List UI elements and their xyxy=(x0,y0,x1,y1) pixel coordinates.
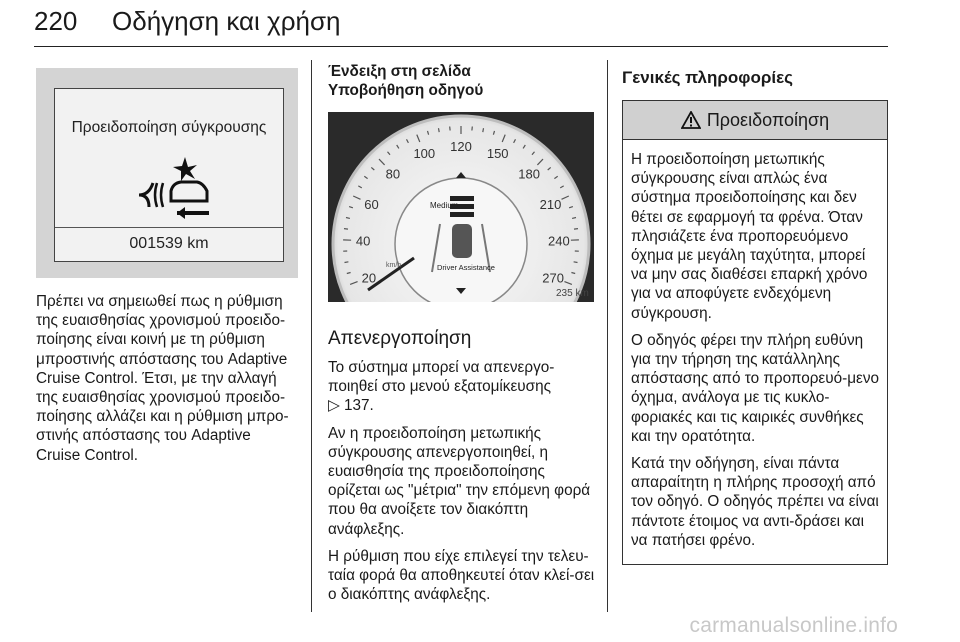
warning-box xyxy=(622,100,888,565)
speed-label: 180 xyxy=(518,166,540,182)
odometer-reading: 001539 km xyxy=(129,235,209,252)
forward-collision-alert-icon xyxy=(135,153,215,223)
speed-label: 100 xyxy=(413,146,436,162)
warning-header xyxy=(623,101,887,140)
speed-label: 20 xyxy=(361,270,377,286)
gauge-tick xyxy=(574,262,578,263)
unit-label: km/h xyxy=(386,262,402,269)
display-screen xyxy=(54,88,284,262)
column-1 xyxy=(36,68,298,465)
gauge-odometer: 235 km xyxy=(556,288,589,299)
deactivation-paragraph xyxy=(328,358,596,416)
page-indication-label: Ένδειξη στη σελίδα xyxy=(328,63,471,80)
speed-label: 120 xyxy=(450,139,472,154)
vehicle-icon xyxy=(452,224,472,258)
page-number: 220 xyxy=(34,6,78,36)
deactivation-heading: Απενεργοποίηση xyxy=(328,328,472,349)
column-divider-1 xyxy=(311,60,312,612)
driver-assist-label: Υποβοήθηση οδηγού xyxy=(328,82,484,99)
warning-paragraph-1: Η προειδοποίηση μετωπικής σύγκρουσης είναι απλώς ένα σύστημα προειδοποίησης και δεν θέτει σε εφαρμογή τα φρένα. Όταν πλησιάζετε ένα προπορευόμενο όχημα με μεγάλη ταχύτητα, μπορεί να μην σας διαθέσει επαρκή χρόνο για να αποφύγετε ενδεχόμενη σύγκρουση. xyxy=(631,151,868,322)
speedometer-figure xyxy=(328,112,594,302)
mode-label: Driver Assistance xyxy=(437,263,495,272)
warning-paragraph-3: Κατά την οδήγηση, είναι πάντα απαραίτητη η πλήρης προσοχή από τον οδηγό. Ο οδηγός πρέπει να είναι πάντοτε έτοιμος να αντι-δράσει και να πατήσει φρένο. xyxy=(631,455,879,549)
warning-title: Προειδοποίηση xyxy=(706,109,830,130)
gauge-tick xyxy=(345,262,349,263)
speedometer-gauge xyxy=(328,112,594,302)
header-rule xyxy=(34,46,888,47)
speed-label: 210 xyxy=(539,197,562,213)
page-ref-arrow-icon: ▷ xyxy=(328,397,340,415)
warning-triangle-icon xyxy=(681,111,701,129)
column-3 xyxy=(622,62,888,565)
figure-caption: Προειδοποίηση σύγκρουσης xyxy=(71,119,267,136)
speed-label: 150 xyxy=(486,146,509,162)
setting-saved-paragraph: Η ρύθμιση που είχε επιλεγεί την τελευ-ταία φορά θα αποθηκευτεί όταν κλεί-σει ο διακόπτης ανάφλεξης. xyxy=(328,547,595,604)
display-divider xyxy=(55,227,283,228)
gauge-tick xyxy=(439,128,440,132)
column-2 xyxy=(328,62,596,612)
warning-body xyxy=(623,140,887,564)
general-info-heading: Γενικές πληροφορίες xyxy=(622,68,793,87)
sensitivity-reset-paragraph: Αν η προειδοποίηση μετωπικής σύγκρουσης απενεργοποιηθεί, η ευαισθησία της προειδοποίησης ορίζεται ως "μέτρια" την επόμενη φορά που θα ανοίξετε τον διακόπτη ανάφλεξης. xyxy=(328,424,591,538)
speed-label: 270 xyxy=(542,270,564,286)
speed-label: 40 xyxy=(355,233,371,249)
page-ref: 137. xyxy=(344,397,374,415)
speed-label: 80 xyxy=(385,166,401,182)
setting-label: Medium xyxy=(430,201,459,210)
acc-sensitivity-note: Πρέπει να σημειωθεί πως η ρύθμιση της ευαισθησίας χρονισμού προειδο-ποίησης είναι κοινή με τη ρύθμιση μπροστινής απόστασης του Adaptive Cruise Control. Έτσι, με την αλλαγή της ευαισθησίας χρονισμού προειδο-ποίησης αλλάζει και η ρύθμιση μπρο-στινής απόστασης του Adaptive Cruise Control. xyxy=(36,293,289,464)
gauge-tick xyxy=(574,229,578,230)
speed-label: 240 xyxy=(548,233,570,249)
deactivation-text: Το σύστημα μπορεί να απενεργο-ποιηθεί στο μενού εξατομίκευσης xyxy=(328,359,555,396)
speed-label: 60 xyxy=(364,197,379,213)
column-divider-2 xyxy=(607,60,608,612)
collision-warning-figure xyxy=(36,68,298,278)
watermark: carmanualsonline.info xyxy=(689,614,898,637)
page-title: Οδήγηση και χρήση xyxy=(112,6,341,36)
gauge-tick xyxy=(483,128,484,132)
warning-paragraph-2: Ο οδηγός φέρει την πλήρη ευθύνη για την τήρηση της κατάλληλης απόστασης από το προπορευό-μενο όχημα, ανάλογα με τις κυκλο-φοριακές και τις καιρικές συνθήκες και την ορατότητα. xyxy=(631,331,879,445)
gauge-tick xyxy=(344,229,348,230)
